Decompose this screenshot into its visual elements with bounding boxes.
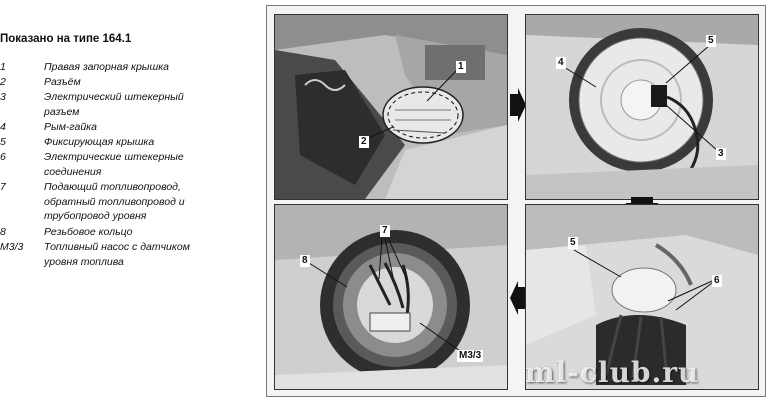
legend-item-text: Резьбовое кольцо xyxy=(44,226,133,238)
callout-m3-3: M3/3 xyxy=(459,350,482,361)
photo-step-2-image xyxy=(526,15,758,199)
callout-7: 7 xyxy=(382,225,388,236)
legend-item-text: Разъём xyxy=(44,76,81,88)
legend-item-number: 7 xyxy=(0,181,6,193)
watermark: ml-club.ru xyxy=(525,356,700,389)
legend-item-text: Электрический штекерный разъем xyxy=(44,91,184,118)
legend-item-text: Топливный насос с датчиком уровня топлива xyxy=(44,241,190,268)
photo-step-4 xyxy=(274,204,508,390)
callout-1: 1 xyxy=(458,61,464,72)
legend-item-number: 2 xyxy=(0,76,6,88)
callout-2: 2 xyxy=(361,136,367,147)
callout-3: 3 xyxy=(718,148,724,159)
legend-item-text: Рым-гайка xyxy=(44,121,97,133)
legend-item-text: Электрические штекерные соединения xyxy=(44,151,184,178)
legend-item-number: 5 xyxy=(0,136,6,148)
photo-step-1-image xyxy=(275,15,507,199)
legend-item-number: 8 xyxy=(0,226,6,238)
legend-item-number: 1 xyxy=(0,61,6,73)
legend-item-number: 6 xyxy=(0,151,6,163)
photo-step-1 xyxy=(274,14,508,200)
procedure-figure xyxy=(266,5,766,397)
callout-4: 4 xyxy=(558,57,564,68)
parts-legend xyxy=(0,0,262,405)
callout-5: 5 xyxy=(570,237,576,248)
arrow-left-icon xyxy=(510,281,526,315)
legend-item-number: 3 xyxy=(0,91,6,103)
callout-8: 8 xyxy=(302,255,308,266)
legend-item-text: Подающий топливопровод, обратный топливопровод и трубопровод уровня xyxy=(44,181,185,222)
legend-item-text: Фиксирующая крышка xyxy=(44,136,155,148)
legend-item-text: Правая запорная крышка xyxy=(44,61,170,73)
legend-item-number: M3/3 xyxy=(0,241,24,253)
callout-6: 6 xyxy=(714,275,720,286)
legend-item-number: 4 xyxy=(0,121,6,133)
arrow-right-icon xyxy=(510,88,526,122)
photo-step-2 xyxy=(525,14,759,200)
legend-title: Показано на типе 164.1 xyxy=(0,33,132,45)
callout-5: 5 xyxy=(708,35,714,46)
